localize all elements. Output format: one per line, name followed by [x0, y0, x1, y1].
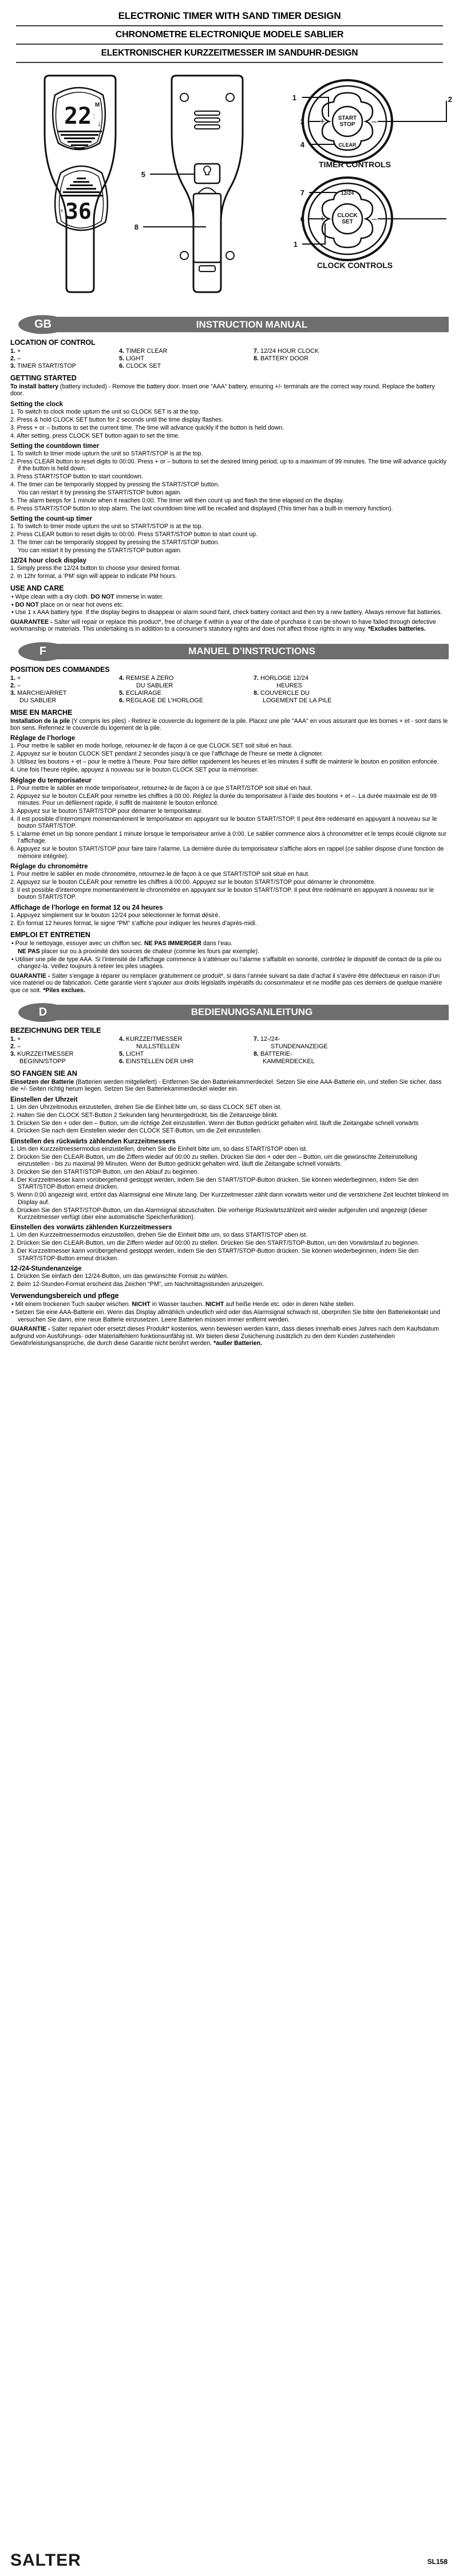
gb-controls-list [10, 348, 449, 370]
product-illustration-svg [0, 69, 459, 309]
gb-countup-step: You can restart it by pressing the START/STOP button again. [18, 546, 182, 554]
gb-care-heading: USE AND CARE [10, 584, 64, 592]
section-fr [0, 666, 459, 994]
gb-clock-step: 1. To switch to clock mode upturn the unit so CLOCK SET is at the top. [10, 408, 200, 415]
gb-1224-heading: 12/24 hour clock display [10, 557, 86, 565]
de-countup-heading: Einstellen des vorwärts zählenden Kurzzeitmessers [10, 1224, 172, 1232]
list-item: 5. LICHT [119, 1050, 144, 1057]
gb-countup-step: 3. The timer can be temporarily stopped by pressing the START/STOP button. [10, 539, 220, 546]
de-clock-step: 3. Drücken Sie den + oder den – Button, um die richtige Zeit einzustellen. Wenn der Button gedrückt gehalten wird, läuft die Zeitangabe schnell vorwärts [10, 1119, 419, 1127]
list-item: 6. REGLAGE DE L’HORLOGE [119, 697, 204, 704]
list-item: 8. BATTERIE- KAMMERDECKEL [254, 1050, 315, 1065]
de-controls-col-1 [10, 1036, 119, 1065]
de-1224-step: 1. Drücken Sie einfach den 12/24-Button, um das gewünschte Format zu wählen. [10, 1273, 229, 1280]
title-divider-3 [16, 62, 443, 63]
front-display-unit: M [95, 102, 100, 108]
de-countup-step: 2. Drücken Sie den CLEAR-Button, um die Ziffern wieder auf 00:00 zu stellen. Drücken Sie den START/STOP-Button, um den Vorwärtslauf zu beginnen. [10, 1240, 420, 1247]
gb-countdown-heading: Setting the countdown timer [10, 442, 100, 450]
de-countdown-step: 5. Wenn 0:00 angezeigt wird, ertönt das Alarmsignal eine Minute lang. Der Kurzzeitmesser zählt dann vorwärts weiter und die verstrichene Zeit leuchtet blinkend im Display auf. [10, 1191, 449, 1206]
language-badge-gb: GB [18, 315, 68, 334]
callout-2: 2 [448, 95, 452, 104]
back-sand-pattern [61, 178, 103, 196]
section-gb [0, 339, 459, 633]
de-countdown-step: 3. Drücken Sie den START/STOP-Button, um den Ablauf zu beginnen. [10, 1169, 199, 1176]
fr-clock-step: 3. Utilisez les boutons + et – pour le mettre à l’heure. Pour faire défiler rapidement les heures et les minutes il suffit de maintenir le bouton en position enfoncée. [10, 758, 439, 766]
gb-countdown-step: 5. The alarm beeps for 1 minute when it reaches 0:00. The timer will then count up and flash the time elapsed on the display. [10, 497, 344, 504]
control-num: 7. [254, 348, 259, 355]
title-german: ELEKTRONISCHER KURZZEITMESSER IM SANDUHR-DESIGN [101, 48, 358, 58]
gb-battery-text: (battery included) - Remove the battery door. Insert one “AAA” battery, ensuring +/- terminals are the correct way round. Replace the battery door. [10, 383, 435, 398]
svg-text::: : [93, 113, 96, 120]
fr-controls-col-1 [10, 675, 119, 705]
gb-countdown-step: 2. Press CLEAR button to reset digits to 00:00. Press + or – buttons to set the desired timing period, up to a maximum of 99 minutes. The time will advance quickly if the button is held down. [10, 458, 447, 473]
list-item: 4. REMISE A ZERO DU SABLIER [119, 674, 174, 689]
gb-countdown-step: 1. To switch to timer mode upturn the unit so START/STOP is at the top. [10, 450, 203, 457]
control-num: 3. [10, 363, 16, 369]
callout-5: 5 [141, 170, 145, 179]
callout-8: 8 [134, 223, 139, 231]
list-item [254, 355, 397, 363]
gb-controls-col-1 [10, 348, 119, 370]
title-english: ELECTRONIC TIMER WITH SAND TIMER DESIGN [118, 10, 341, 21]
list-item: 7. 12-/24- STUNDENANZEIGE [254, 1035, 328, 1050]
fr-clock-step: 1. Pour mettre le sablier en mode horloge, retournez-le de façon à ce que CLOCK SET soit situé en haut. [10, 742, 293, 750]
fr-care-item: • Utiliser une pile de type AAA. Si l’intensité de l’affichage commence à s’atténuer ou l’alarme s’affaiblit en sonorité, contrôlez le dispositif de contact de la pile ou changez-la. Veillez toujours à retirer les piles usagées. [11, 955, 442, 970]
list-item: 2. – [10, 682, 21, 689]
fr-controls-list [10, 675, 449, 705]
de-countup-step: 1. Um den Kurzzeitmessermodus einzustellen, drehen Sie die Einheit bitte um, so dass START/STOP oben ist. [10, 1232, 308, 1239]
model-code: SL158 [427, 2558, 448, 2566]
fr-location-heading: POSITION DES COMMANDES [10, 665, 110, 674]
gb-clock-heading: Setting the clock [10, 400, 64, 408]
gb-care-item: • Use 1 x AAA battery type. If the display begins to disappear or alarm sound faint, check battery contact and then try a new battery. Always remove flat batteries. [11, 609, 442, 616]
list-item [10, 363, 119, 370]
fr-countdown-step: 5. L’alarme émet un bip sonore pendant 1 minute lorsque le temporisateur arrive à 0:00. Le sablier commence alors à chronométrer et le temps écoulé clignote sur l’affichage. [10, 831, 446, 845]
de-countdown-step: 2. Drücken Sie den CLEAR-Button, um die Ziffern wieder auf 00:00 zu stellen. Drücken Sie den + oder den – Button, um die gewünschte Zeiteinstellung einzustellen - bis zu maximal 99 Minuten. Wenn der Button gedrückt gehalten wird, läuft die Zeitangabe schnell vorwärts. [10, 1153, 417, 1168]
page-footer [0, 2545, 459, 2571]
timer-controls-caption: TIMER CONTROLS [319, 160, 391, 169]
list-item: 6. EINSTELLEN DER UHR [119, 1057, 194, 1065]
fr-controls-col-3 [254, 675, 397, 705]
callout-7: 7 [300, 188, 304, 197]
gb-countdown-step: You can restart it by pressing the START/STOP button again. [18, 489, 182, 496]
gb-location-heading: LOCATION OF CONTROL [10, 339, 96, 347]
gb-battery-lead: To install battery [10, 383, 58, 390]
de-controls-col-3 [254, 1036, 397, 1065]
list-item: 1. + [10, 674, 21, 682]
list-item [119, 348, 254, 355]
de-controls-col-2 [119, 1036, 254, 1065]
fr-clock-step: 4. Une fois l’heure réglée, appuyez à nouveau sur le bouton CLOCK SET pour la mémoriser. [10, 766, 259, 774]
list-item: 2. – [10, 1043, 21, 1050]
de-countdown-step: 1. Um den Kurzzeitmessermodus einzustellen, drehen Sie die Einheit bitte um, so dass START/STOP oben ist. [10, 1145, 308, 1153]
fr-countdown-heading: Réglage du temporisateur [10, 777, 92, 784]
fr-countup-step: 2. Appuyez sur le bouton CLEAR pour remettre les chiffres à 00:00. Appuyez sur le bouton START/STOP pour démarrer le chronomètre. [10, 879, 376, 886]
de-countdown-heading: Einstellen des rückwärts zählenden Kurzzeitmessers [10, 1138, 176, 1145]
de-care-item: • Setzen Sie eine AAA-Batterie ein. Wenn das Display allmählich undeutlich wird oder das Alarmsignal schwach ist, überprüfen Sie bitte den Batteriekontakt und versuchen Sie dann, eine neue Batterie einzusetzen. Leere Batterien müssen immer entfernt werden. [11, 1309, 441, 1323]
control-label: – [17, 355, 21, 362]
callout-1b: 1 [293, 240, 298, 249]
de-countdown-step: 4. Der Kurzzeitmesser kann vorübergehend gestoppt werden, indem Sie den START/STOP-Button drücken. Sie können wiederbeginnen, indem Sie den START/STOP-Button erneut drücken. [10, 1177, 419, 1191]
language-badge-fr: F [18, 642, 68, 661]
control-num: 1. [10, 348, 16, 355]
clock-controls-caption: CLOCK CONTROLS [316, 261, 393, 270]
fr-countdown-step: 3. Appuyez sur le bouton START/STOP pour démarrer le temporisateur. [10, 807, 203, 815]
list-item [119, 363, 254, 370]
product-diagram [0, 69, 459, 309]
back-display-digits: 36 [65, 199, 92, 224]
de-countup-step: 3. Der Kurzzeitmesser kann vorübergehend gestoppt werden, indem Sie den START/STOP-Button drücken. Sie können wiederbeginnen, indem Sie den START/STOP-Button erneut drücken. [10, 1248, 419, 1262]
gb-guarantee-text: Salter will repair or replace this product*, free of charge if within a year of the date of purchase it can be shown to have failed through defective workmanship or materials. This undertaking is in addition to a consumer's statutory rights and does not affect those rights in any way. [10, 618, 436, 633]
fr-countdown-step: 6. Appuyez sur le bouton START/STOP pour faire taire l’alarme. La dernière durée du temporisateur s’affiche alors en rappel (ce sablier dispose d’une fonction de mémoire intégrée). [10, 845, 444, 860]
fr-clock-heading: Réglage de l’horloge [10, 735, 76, 742]
gb-clock-step: 4. After setting, press CLOCK SET button again to set the time. [10, 432, 180, 439]
list-item [254, 348, 397, 355]
gb-countup-step: 1. To switch to timer mode upturn the unit so START/STOP is at the top. [10, 523, 203, 530]
timer-stop-label: STOP [339, 121, 355, 128]
gb-1224-step: 1. Simply press the 12/24 button to choose your desired format. [10, 565, 181, 572]
de-clock-step: 2. Halten Sie den CLOCK SET-Button 2 Sekunden lang heruntergedrückt, bis die Zeitanzeige blinkt. [10, 1111, 279, 1119]
control-label: 12/24 HOUR CLOCK [260, 348, 319, 355]
fr-1224-heading: Affichage de l’horloge en format 12 ou 24 heures [10, 904, 163, 911]
gb-countup-step: 2. Press CLEAR button to reset digits to 00:00. Press START/STOP button to start count up. [10, 531, 258, 538]
control-label: TIMER CLEAR [125, 348, 168, 355]
gb-care-item: • Wipe clean with a dry cloth. DO NOT immerse in water. [11, 593, 164, 600]
de-controls-list [10, 1036, 449, 1065]
fr-countup-step: 3. Il est possible d’interrompre momentanément le chronomètre en appuyant sur le bouton START/STOP. Il peut être redémarré en appuyant à nouveau sur le bouton START/STOP. [10, 886, 434, 901]
fr-1224-step: 1. Appuyez simplement sur le bouton 12/24 pour sélectionner le format désiré. [10, 911, 220, 919]
de-countdown-step: 6. Drücken Sie den START/STOP-Button, um das Alarmsignal abzuschalten. Die vorherige Rückwärtszählzeit wird wieder aufgerufen und angezeigt (dieser Kurzzeitmesser verfügt über eine automatische Speicherfunktion). [10, 1206, 428, 1221]
fr-countdown-step: 4. Il est possible d’interrompre momentanément le temporisateur en appuyant sur le bouton START/STOP. Il peut être redémarré en appuyant à nouveau sur le bouton START/STOP. [10, 815, 437, 830]
list-item: 8. COUVERCLE DU LOGEMENT DE LA PILE [254, 689, 332, 704]
de-getting-started-heading: SO FANGEN SIE AN [10, 1069, 77, 1077]
timer-clear-label: CLEAR [338, 142, 357, 148]
fr-care-item: NE PAS placer sur ou à proximité des sources de chaleur (comme les fours par exemple). [18, 948, 259, 955]
gb-countdown-step: 3. Press START/STOP button to start countdown. [10, 473, 143, 481]
gb-guarantee [10, 619, 449, 633]
control-label: CLOCK SET [126, 363, 161, 369]
gb-getting-started-heading: GETTING STARTED [10, 374, 77, 382]
fr-countup-step: 1. Pour mettre le sablier en mode chronomètre, retournez-le de façon à ce que START/STOP soit situé en haut. [10, 871, 310, 878]
fr-care-heading: EMPLOI ET ENTRETIEN [10, 931, 90, 939]
timer-plus-label: + [319, 117, 325, 127]
banner-title-de: BEDIENUNGSANLEITUNG [191, 1006, 313, 1018]
list-item: 7. HORLOGE 12/24 HEURES [254, 674, 309, 689]
section-de [0, 1027, 459, 1347]
gb-controls-col-3 [254, 348, 397, 370]
control-label: BATTERY DOOR [260, 355, 309, 362]
fr-clock-step: 2. Appuyez sur le bouton CLOCK SET pendant 2 secondes jusqu’à ce que l’affichage de l’heure se mette à clignoter. [10, 750, 323, 758]
title-block [0, 0, 459, 63]
de-guarantee: GUARANTIE - Salter repariert oder ersetzt dieses Produkt* kostenlos, wenn bewiesen werden kann, dass dieses innerhalb eines Jahres nach dem Kaufsdatum aufgrund von Ausführungs- oder Materialfehlern funktionsunfähig ist. Wir bieten diese Zusicherung zusätzlich zu den dem Kunden zustehenden Gewährleistungsansprüche, die durch diese Garantie nicht berührt werden. *außer Batterien. [10, 1326, 440, 1347]
gb-1224-step: 2. In 12hr format, a ‘PM’ sign will appear to indicate PM hours. [10, 573, 177, 580]
list-item [10, 355, 119, 363]
callout-6: 6 [300, 215, 304, 223]
clock-plus-label: + [319, 214, 325, 224]
control-num: 2. [10, 355, 16, 362]
front-display-digits: 22 [64, 103, 92, 129]
control-num: 6. [119, 363, 125, 369]
gb-clock-step: 2. Press & hold CLOCK SET button for 2 seconds until the time display flashes. [10, 416, 223, 423]
fr-1224-step: 2. En format 12 heures format, le signe “PM” s’affiche pour indiquer les heures d’après-midi. [10, 919, 257, 927]
control-num: 5. [119, 355, 125, 362]
fr-battery-paragraph: Installation de la pile (Y compris les piles) - Retirez le couvercle du logement de la pile. Placez une pile "AAA" en vous assurant que les bornes + et - sont dans le bon sens. Refermez le couvercle du logement de la pile. [10, 717, 448, 732]
gb-clock-step: 3. Press + or – buttons to set the current time. The time will advance quickly if the button is held down. [10, 424, 284, 431]
callout-4: 4 [300, 140, 304, 149]
de-care-heading: Verwendungsbereich und pflege [10, 1292, 119, 1300]
list-item [119, 355, 254, 363]
list-item: 5. ECLAIRAGE [119, 689, 161, 697]
callout-1: 1 [292, 93, 296, 102]
fr-guarantee: GUARANTIE - Salter s’engage à réparer ou remplacer gratuitement ce produit*, si dans l’année suivant sa date d’achat il s’avère être défectueux en raison d’un vice matériel ou de fabrication. Cette garantie vient s’ajouter aux droits législatifs impératifs du consommateur et ne modifie pas ces derniers de quelque manière que ce soit. *Piles exclues. [10, 972, 442, 994]
clock-1224-label: 12/24 [341, 190, 354, 196]
gb-controls-col-2 [119, 348, 254, 370]
title-french: CHRONOMETRE ELECTRONIQUE MODELE SABLIER [115, 30, 344, 40]
gb-guarantee-lead: GUARANTEE - [10, 618, 53, 626]
fr-controls-col-2 [119, 675, 254, 705]
gb-guarantee-exclusion: *Excludes batteries. [368, 626, 426, 633]
gb-battery-paragraph [10, 383, 449, 398]
de-clock-heading: Einstellen der Uhrzeit [10, 1096, 78, 1103]
de-clock-step: 1. Um den Uhrzeitmodus einzustellen, drehen Sie die Einheit bitte um, so dass CLOCK SET oben ist. [10, 1103, 282, 1111]
banner-gb [10, 315, 449, 335]
fr-countdown-step: 2. Appuyez sur le bouton CLEAR pour remettre les chiffres à 00:00. Réglez la durée du temporisateur à l’aide des boutons + et –. La durée maximale est de 99 minutes. Pour un défilement rapide, il suffit de maintenir le bouton enfoncé. [10, 792, 437, 807]
fr-care-item: • Pour le nettoyage, essuyer avec un chiffon sec. NE PAS IMMERGER dans l’eau. [11, 940, 233, 947]
control-label: + [17, 348, 21, 355]
de-battery-paragraph: Einsetzen der Batterie (Batterien werden mitgeliefert) - Entfernen Sie den Batteriekammerdeckel. Setzen Sie eine AAA-Batterie ein, und stellen Sie sicher, dass die +/- Seiten richtig herum liegen. Setzen Sie den Batteriekammerdeckel wieder ein. [10, 1078, 442, 1093]
timer-start-label: START [338, 115, 357, 121]
fr-getting-started-heading: MISE EN MARCHE [10, 708, 73, 717]
list-item: 3. KURZZEITMESSER BEGINN/STOPP [10, 1050, 74, 1065]
brand-logo: SALTER [10, 2551, 81, 2570]
gb-countup-heading: Setting the count-up timer [10, 516, 93, 523]
language-badge-de: D [18, 1003, 68, 1022]
control-label: TIMER START/STOP [17, 363, 77, 369]
control-num: 8. [254, 355, 259, 362]
list-item: 1. + [10, 1035, 21, 1043]
de-1224-step: 2. Beim 12-Stunden-Format erscheint das Zeichen “PM”, um Nachmittagsstunden anzuzeigen. [10, 1280, 264, 1288]
de-care-item: • Mit einem trockenen Tuch sauber wischen. NICHT in Wasser tauchen. NICHT auf heiße Herde etc. oder in deren Nähe stellen. [11, 1301, 355, 1308]
de-clock-step: 4. Drücken Sie nach dem Einstellen wieder den CLOCK SET-Button, um die Zeit einzustellen. [10, 1127, 262, 1135]
list-item: 3. MARCHE/ARRET DU SABLIER [10, 689, 67, 704]
de-1224-heading: 12-/24-Stundenanzeige [10, 1265, 82, 1273]
svg-text:↓: ↓ [97, 119, 101, 128]
clock-set-label-2: SET [342, 219, 353, 225]
de-location-heading: BEZEICHNUNG DER TEILE [10, 1026, 101, 1035]
gb-countdown-step: 4. The timer can be temporarily stopped by pressing the START/STOP button. [10, 481, 220, 489]
timer-minus-label: – [371, 117, 377, 127]
fr-countdown-step: 1. Pour mettre le sablier en mode temporisateur, retournez-le de façon à ce que START/STOP soit situé en haut. [10, 784, 312, 792]
banner-title-gb: INSTRUCTION MANUAL [196, 318, 308, 330]
list-item: 4. KURZZEITMESSER NULLSTELLEN [119, 1035, 183, 1050]
control-num: 4. [119, 348, 125, 355]
fr-countup-heading: Réglage du chronomètre [10, 863, 88, 871]
callout-3: 3 [300, 117, 304, 126]
svg-text:s: s [61, 208, 63, 213]
control-label: LIGHT [126, 355, 144, 362]
clock-minus-label: – [371, 214, 377, 224]
banner-de [10, 1003, 449, 1022]
gb-countdown-step: 6. Press START/STOP button to stop alarm. The last countdown time will be recalled and displayed (This timer has a built-in memory function). [10, 505, 393, 512]
banner-title-fr: MANUEL D’INSTRUCTIONS [188, 646, 315, 657]
banner-fr [10, 642, 449, 662]
clock-set-label-1: CLOCK [337, 213, 358, 219]
gb-care-item: • DO NOT place on or near hot ovens etc. [11, 601, 124, 608]
list-item [10, 348, 119, 355]
